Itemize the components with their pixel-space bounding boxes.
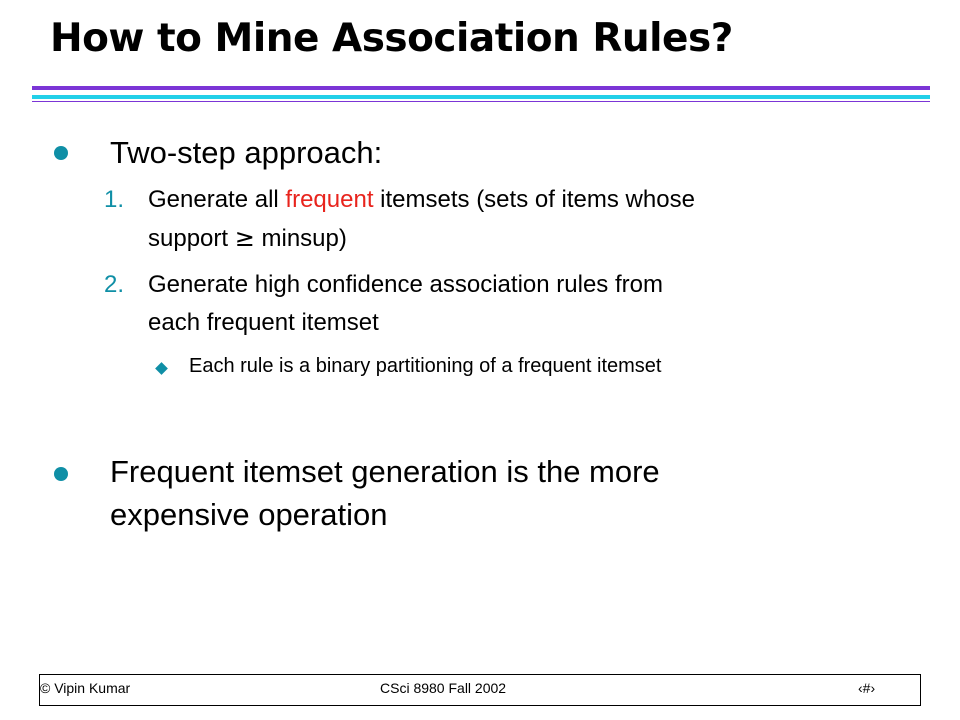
title-underline-cyan	[32, 95, 930, 99]
slide-footer	[39, 674, 921, 706]
bullet-frequent-line-2: expensive operation	[110, 497, 388, 532]
sub-bullet-diamond-icon	[155, 362, 168, 375]
sub-bullet-partitioning: Each rule is a binary partitioning of a frequent itemset	[189, 355, 662, 377]
footer-course: CSci 8980 Fall 2002	[380, 680, 507, 696]
step-1-text-post: itemsets (sets of items whose	[373, 186, 695, 213]
step-2-number: 2.	[104, 271, 125, 298]
bullet-dot-1	[54, 146, 68, 160]
step-1-minsup: minsup)	[254, 225, 347, 252]
footer-page-number: ‹#›	[858, 680, 876, 696]
title-underline-purple	[32, 86, 930, 90]
step-1-text-pre: Generate all	[148, 186, 286, 213]
step-2-line-2: each frequent itemset	[148, 309, 379, 336]
slide-title: How to Mine Association Rules?	[50, 16, 733, 61]
bullet-frequent-line-1: Frequent itemset generation is the more	[110, 454, 660, 489]
step-1-geq-symbol: ≥	[234, 224, 255, 252]
step-1-line-1	[148, 186, 695, 214]
footer-author: © Vipin Kumar	[40, 680, 131, 696]
step-1-number: 1.	[104, 186, 125, 213]
step-2-line-1: Generate high confidence association rules from	[148, 271, 663, 298]
step-1-line-2	[148, 224, 347, 253]
step-1-highlight: frequent	[285, 186, 374, 213]
title-underline-thin	[32, 101, 930, 102]
bullet-dot-2	[54, 467, 68, 481]
bullet-two-step: Two-step approach:	[110, 135, 383, 170]
step-1-support: support	[148, 225, 235, 252]
